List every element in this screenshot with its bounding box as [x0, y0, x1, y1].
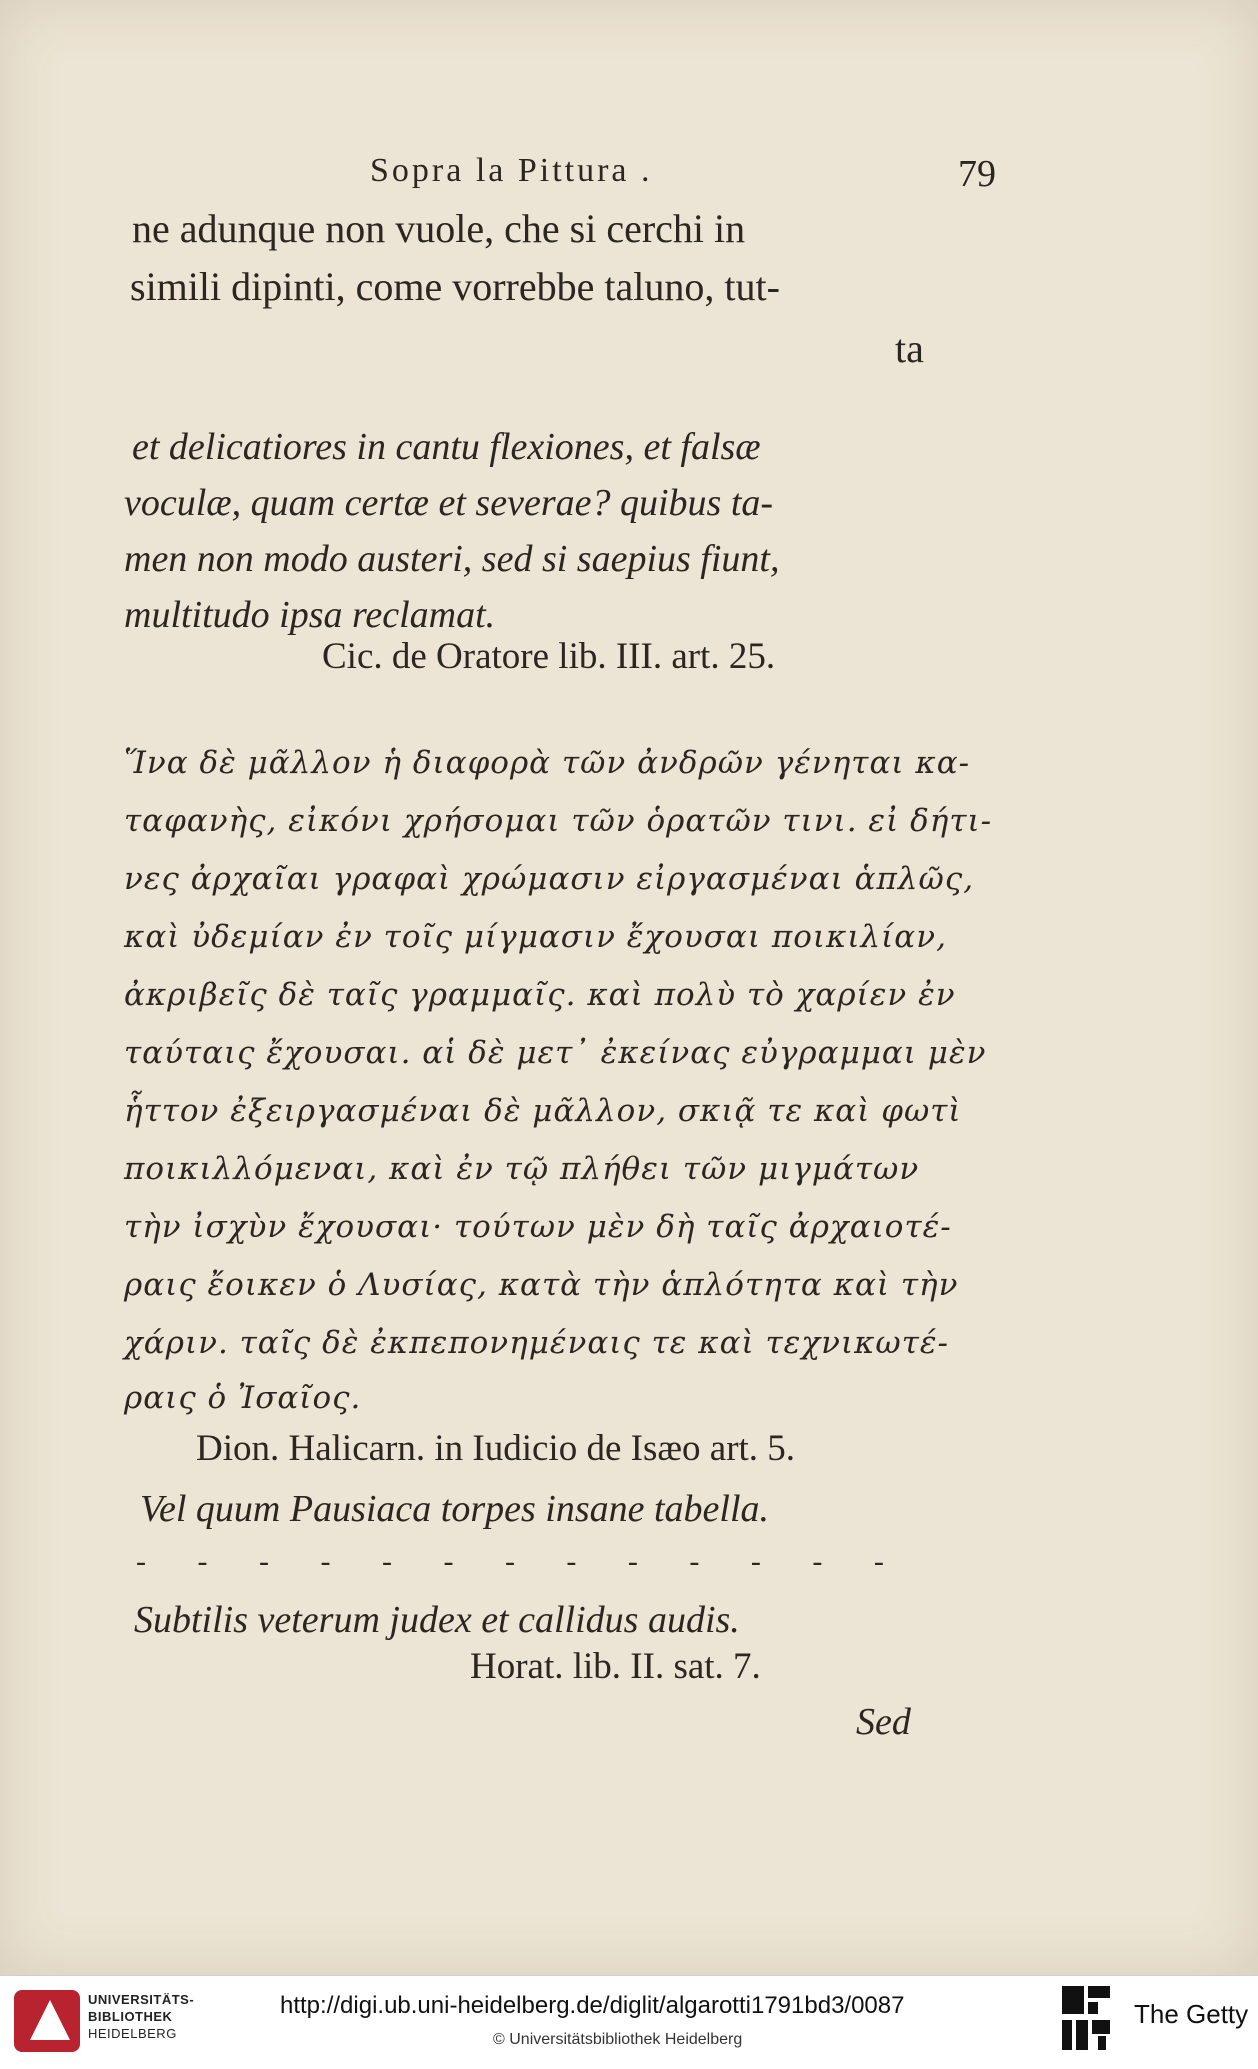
- citation-cicero: Cic. de Oratore lib. III. art. 25.: [322, 636, 776, 677]
- partner-name: The Getty: [1134, 1999, 1249, 2029]
- greek-line: ποικιλλόμεναι, καὶ ἐν τῷ πλήθει τῶν μιγμάτων: [124, 1151, 920, 1187]
- catchword: ta: [895, 326, 924, 371]
- latin-line: multitudo ipsa reclamat.: [124, 594, 496, 636]
- institution-line: HEIDELBERG: [88, 2026, 177, 2041]
- greek-line: Ἵνα δὲ μᾶλλον ἡ διαφορὰ τῶν ἀνδρῶν γένηται κα-: [124, 745, 971, 781]
- horace-line: Vel quum Pausiaca torpes insane tabella.: [140, 1488, 770, 1530]
- citation-horace: Horat. lib. II. sat. 7.: [470, 1646, 761, 1687]
- greek-line: ραις ἔοικεν ὁ Λυσίας, κατὰ τὴν ἁπλότητα καὶ τὴν: [124, 1267, 959, 1303]
- text-line: ne adunque non vuole, che si cerchi in: [132, 206, 746, 251]
- institution-line: BIBLIOTHEK: [88, 2009, 173, 2024]
- footer-bar: [0, 1975, 1258, 2069]
- ellipsis-dashes: - - - - - - - - - - - - -: [136, 1545, 906, 1578]
- greek-line: χάριν. ταῖς δὲ ἐκπεπονημέναις τε καὶ τεχνικωτέ-: [124, 1325, 949, 1361]
- citation-dionysius: Dion. Halicarn. in Iudicio de Isæo art. 5.: [196, 1428, 796, 1469]
- greek-line: τὴν ἰσχὺν ἔχουσαι· τούτων μὲν δὴ ταῖς ἀρχαιοτέ-: [124, 1209, 952, 1245]
- page-number: 79: [958, 153, 996, 195]
- latin-line: et delicatiores in cantu flexiones, et falsæ: [132, 426, 761, 468]
- latin-line: voculæ, quam certæ et severae? quibus ta-: [124, 482, 774, 524]
- latin-line: men non modo austeri, sed si saepius fiunt,: [124, 538, 780, 580]
- greek-line: ραις ὁ Ἰσαῖος.: [124, 1380, 362, 1416]
- getty-logo-icon: [1062, 1986, 1112, 2052]
- copyright-text: © Universitätsbibliothek Heidelberg: [493, 2031, 743, 2048]
- greek-line: ταύταις ἔχουσαι. αἱ δὲ μετ᾽ ἐκείνας εὐγραμμαι μὲν: [124, 1035, 987, 1071]
- text-line: simili dipinti, come vorrebbe taluno, tut-: [130, 264, 780, 309]
- greek-line: ταφανὴς, εἰκόνι χρήσομαι τῶν ὁρατῶν τινι. εἰ δήτι-: [124, 803, 993, 839]
- catchword-sed: Sed: [856, 1701, 911, 1743]
- horace-line: Subtilis veterum judex et callidus audis.: [134, 1599, 740, 1641]
- permalink-url[interactable]: http://digi.ub.uni-heidelberg.de/diglit/algarotti1791bd3/0087: [280, 1992, 905, 2019]
- greek-line: ἧττον ἐξειργασμέναι δὲ μᾶλλον, σκιᾷ τε καὶ φωτὶ: [124, 1093, 962, 1129]
- university-logo-icon: [14, 1990, 80, 2052]
- institution-line: UNIVERSITÄTS-: [88, 1992, 195, 2007]
- running-title: Sopra la Pittura .: [370, 152, 653, 189]
- greek-line: ἀκριβεῖς δὲ ταῖς γραμμαῖς. καὶ πολὺ τὸ χαρίεν ἐν: [124, 977, 956, 1013]
- greek-line: νες ἀρχαῖαι γραφαὶ χρώμασιν εἰργασμέναι ἁπλῶς,: [124, 861, 975, 897]
- greek-line: καὶ ὐδεμίαν ἐν τοῖς μίγμασιν ἔχουσαι ποικιλίαν,: [124, 919, 947, 955]
